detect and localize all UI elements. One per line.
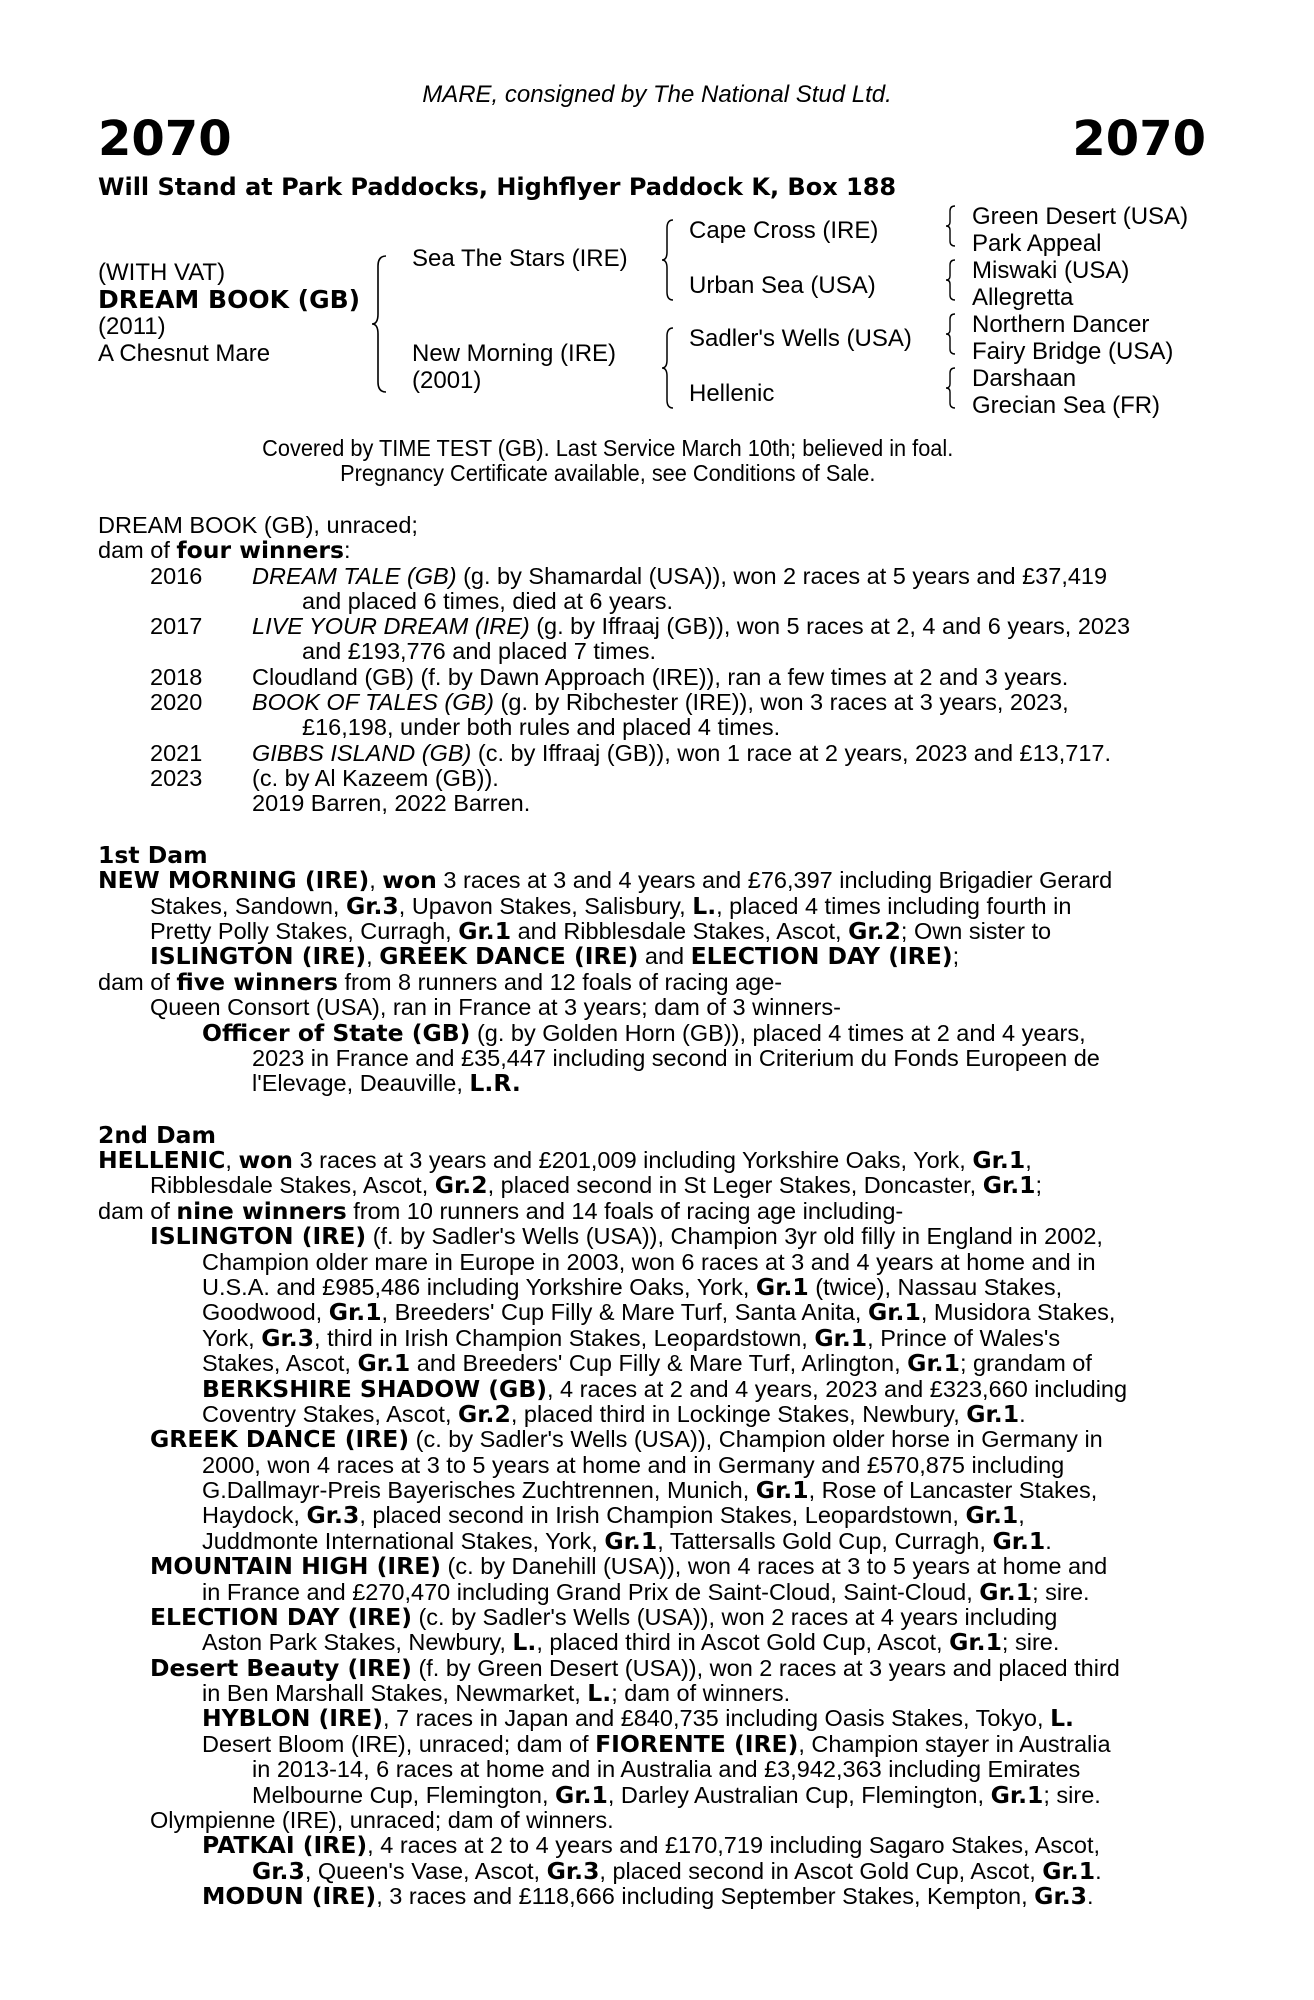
brace-gen3-2 — [944, 258, 958, 302]
horse-name: DREAM BOOK (GB) — [98, 285, 361, 314]
brace-gen2-top — [660, 218, 676, 302]
gen3-ancestor: Northern Dancer — [972, 311, 1150, 338]
brace-gen1 — [370, 254, 390, 394]
produce-year: 2016 — [150, 563, 203, 589]
gen3-ancestor: Miswaki (USA) — [972, 257, 1130, 284]
gen3-ancestor: Darshaan — [972, 365, 1077, 392]
covering-line: Covered by TIME TEST (GB). Last Service March 10th; believed in foal. — [262, 435, 954, 461]
gen3-ancestor: Grecian Sea (FR) — [972, 392, 1161, 419]
stand-location: Will Stand at Park Paddocks, Highflyer Paddock K, Box 188 — [98, 173, 897, 201]
produce-year: 2023 — [150, 765, 203, 791]
dam: New Morning (IRE) — [412, 340, 617, 367]
barren-years: 2019 Barren, 2022 Barren. — [252, 790, 531, 816]
dam-year: (2001) — [412, 367, 482, 394]
produce-year: 2021 — [150, 740, 203, 766]
brace-gen3-4 — [944, 366, 958, 410]
produce-year: 2018 — [150, 664, 203, 690]
gen3-ancestor: Allegretta — [972, 284, 1074, 311]
produce-name: LIVE YOUR DREAM (IRE) — [252, 613, 530, 639]
catalogue-page: MARE, consigned by The National Stud Ltd. 2070 2070 Will Stand at Park Paddocks, Highflyer Paddock K, Box 188 (WITH VAT) DREAM BOOK (GB) (2011) A Chesnut Mare Sea The Stars (IRE) New Morning (IRE) (2001) Cape Cross (IRE) Urban Sea (USA) Sadler's Wells (USA) Hellenic Green Desert (USA) Park Appeal Miswaki (USA) Allegretta Northern Dancer Fairy Bridge (USA) Darshaan Grecian Sea (FR) Covered by TIME TEST (GB). Last Service March 10th; believed in foal. Pregnancy Certificate available, see Conditions of Sale. DREAM BOOK (GB), unraced; dam of four winners: 2016 DREAM TALE (GB) (g. by Shamardal (USA)), won 2 races at 5 years and £37,419 and placed 6 times, died at 6 years. 2017 LIVE YOUR DREAM (IRE) (g. by Iffraaj (GB)), won 5 races at 2, 4 and 6 years, 2023 and £193,776 and placed 7 times. 2018 Cloudland (GB) (f. by Dawn Approach (IRE)), ran a few times at 2 and 3 years. 2020 BOOK OF TALES (GB) (g. by Ribchester (IRE)), won 3 races at 3 years, 2023, £16,198, under both rules and placed 4 times. 2021 GIBBS ISLAND (GB) (c. by Iffraaj (GB)), won 1 race at 2 years, 2023 and £13,717. 2023 (c. by Al Kazeem (GB)). 2019 Barren, 2022 Barren. 1st Dam NEW MORNING (IRE), won 3 races at 3 and 4 years and £76,397 including Brigadier Gerard Stakes, Sandown, Gr.3, Upavon Stakes, Salisbury, L., placed 4 times including fourth in Pretty Polly Stakes, Curragh, Gr.1 and Ribblesdale Stakes, Ascot, Gr.2; Own sister to ISLINGTON (IRE), GREEK DANCE (IRE) and ELECTION DAY (IRE); dam of five winners from 8 runners and 12 foals of racing age- Queen Consort (USA), ran in France at 3 years; dam of 3 winners- Officer of State (GB) (g. by Golden Horn (GB)), placed 4 times at 2 and 4 years, 2023 in France and £35,447 including second in Criterium du Fonds Europeen de l'Elevage, Deauville, L.R. 2nd Dam HELLENIC, won 3 races at 3 years and £201,009 including Yorkshire Oaks, York, Gr.1, Ribblesdale Stakes, Ascot, Gr.2, placed second in St Leger Stakes, Doncaster, Gr.1; dam of nine winners from 10 runners and 14 foals of racing age including- ISLINGTON (IRE) (f. by Sadler's Wells (USA)), Champion 3yr old filly in England in 2002, Champion older mare in Europe in 2003, won 6 races at 3 and 4 years at home and in U.S.A. and £985,486 including Yorkshire Oaks, York, Gr.1 (twice), Nassau Stakes, Goodwood, Gr.1, Breeders' Cup Filly & Mare Turf, Santa Anita, Gr.1, Musidora Stakes, York, Gr.3, third in Irish Champion Stakes, Leopardstown, Gr.1, Prince of Wales's Stakes, Ascot, Gr.1 and Breeders' Cup Filly & Mare Turf, Arlington, Gr.1; grandam of BERKSHIRE SHADOW (GB), 4 races at 2 and 4 years, 2023 and £323,660 including Coventry Stakes, Ascot, Gr.2, placed third in Lockinge Stakes, Newbury, Gr.1. GREEK DANCE (IRE) (c. by Sadler's Wells (USA)), Champion older horse in Germany in 2000, won 4 races at 3 to 5 years at home and in Germany and £570,875 including G.Dallmayr-Preis Bayerisches Zuchtrennen, Munich, Gr.1, Rose of Lancaster Stakes, Haydock, Gr.3, placed second in Irish Champion Stakes, Leopardstown, Gr.1, Juddmonte International Stakes, York, Gr.1, Tattersalls Gold Cup, Curragh, Gr.1. MOUNTAIN HIGH (IRE) (c. by Danehill (USA)), won 4 races at 3 to 5 years at home and in France and £270,470 including Grand Prix de Saint-Cloud, Saint-Cloud, Gr.1; sire. ELECTION DAY (IRE) (c. by Sadler's Wells (USA)), won 2 races at 4 years including Aston Park Stakes, Newbury, L., placed third in Ascot Gold Cup, Ascot, Gr.1; sire. Desert Beauty (IRE) (f. by Green Desert (USA)), won 2 races at 3 years and placed third in Ben Marshall Stakes, Newmarket, L.; dam of winners. HYBLON (IRE), 7 races in Japan and £840,735 including Oasis Stakes, Tokyo, L. Desert Bloom (IRE), unraced; dam of FIORENTE (IRE), Champion stayer in Australia in 2013-14, 6 races at home and in Australia and £3,942,363 including Emirates Melbourne Cup, Flemington, Gr.1, Darley Australian Cup, Flemington, Gr.1; sire. Olympienne (IRE), unraced; dam of winners. PATKAI (IRE), 4 races at 2 to 4 years and £170,719 including Sagaro Stakes, Ascot, Gr.3, Queen's Vase, Ascot, Gr.3, placed second in Ascot Gold Cup, Ascot, Gr.1. MODUN (IRE), 3 races and £118,666 including September Stakes, Kempton, Gr.3. — [0, 0, 1314, 2000]
brace-gen3-1 — [944, 204, 958, 248]
sire-sire: Cape Cross (IRE) — [689, 217, 879, 244]
produce-intro: DREAM BOOK (GB), unraced; — [98, 512, 418, 538]
produce-year: 2020 — [150, 689, 203, 715]
gen3-ancestor: Fairy Bridge (USA) — [972, 338, 1174, 365]
horse-year: (2011) — [98, 313, 166, 340]
dam-dam: Hellenic — [689, 380, 775, 407]
produce-name: DREAM TALE (GB) — [252, 563, 457, 589]
sire: Sea The Stars (IRE) — [412, 245, 628, 272]
gen3-ancestor: Green Desert (USA) — [972, 203, 1189, 230]
dam-sire: Sadler's Wells (USA) — [689, 325, 912, 352]
dam-of-line: dam of four winners: — [98, 536, 351, 564]
pregnancy-line: Pregnancy Certificate available, see Conditions of Sale. — [340, 460, 876, 486]
sire-dam: Urban Sea (USA) — [689, 272, 876, 299]
first-dam-heading: 1st Dam — [98, 841, 208, 869]
produce-name: BOOK OF TALES (GB) — [252, 689, 495, 715]
second-dam-heading: 2nd Dam — [98, 1121, 216, 1149]
lot-number-right: 2070 — [1072, 111, 1206, 167]
gen3-ancestor: Park Appeal — [972, 230, 1102, 257]
brace-gen2-bottom — [660, 326, 676, 410]
lot-number-left: 2070 — [98, 111, 232, 167]
brace-gen3-3 — [944, 312, 958, 356]
produce-year: 2017 — [150, 613, 203, 639]
produce-name: GIBBS ISLAND (GB) — [252, 740, 472, 766]
consignment-line: MARE, consigned by The National Stud Ltd. — [422, 81, 892, 108]
horse-description: A Chesnut Mare — [98, 340, 271, 367]
vat-note: (WITH VAT) — [98, 259, 226, 286]
